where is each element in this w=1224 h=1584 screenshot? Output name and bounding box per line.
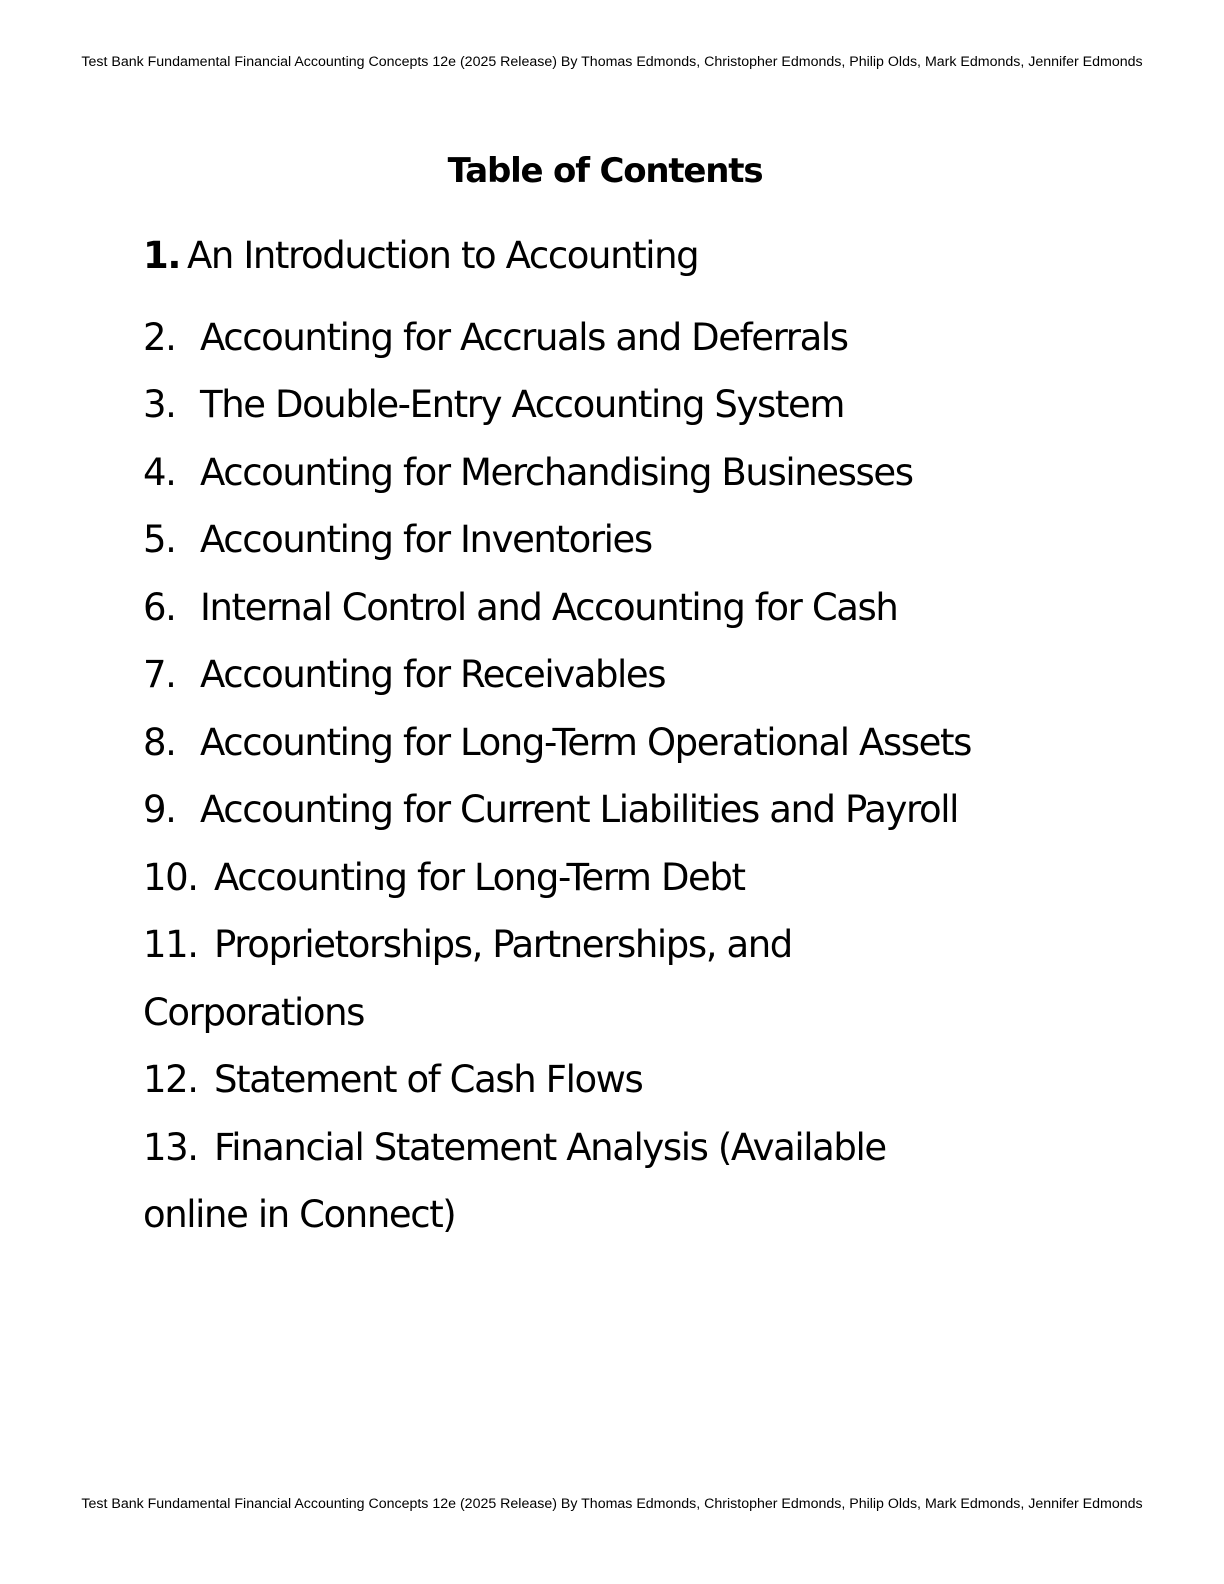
toc-entry-12: [143, 1046, 1103, 1114]
toc-entry-6: [143, 574, 1103, 642]
toc-entry-number: 3.: [143, 383, 176, 426]
toc-entry-title-continuation: Corporations: [143, 990, 365, 1034]
toc-entry-number: 2.: [143, 315, 176, 359]
page-title: Table of Contents: [447, 151, 763, 191]
toc-entry-title: The Double-Entry Accounting System: [200, 383, 844, 426]
toc-entry-13: [143, 1114, 1103, 1182]
toc-entry-title: Accounting for Accruals and Deferrals: [200, 315, 848, 359]
toc-entry-11: [143, 911, 1103, 979]
toc-entry-number: 5.: [143, 518, 176, 561]
toc-entry-title: Accounting for Receivables: [200, 653, 666, 696]
table-of-contents: [143, 222, 1103, 1249]
toc-entry-number: 11.: [143, 923, 198, 966]
toc-entry-number: 1.: [143, 234, 181, 277]
toc-entry-4: [143, 439, 1103, 507]
toc-entry-11-continuation: [143, 979, 1103, 1047]
toc-entry-8: [143, 709, 1103, 777]
toc-entry-number: 13.: [143, 1125, 198, 1169]
toc-entry-number: 6.: [143, 585, 176, 629]
toc-entry-title: An Introduction to Accounting: [187, 234, 699, 277]
toc-entry-title: Accounting for Current Liabilities and Payroll: [200, 788, 959, 831]
toc-entry-2: [143, 304, 1103, 372]
toc-entry-title-continuation: online in Connect): [143, 1193, 456, 1236]
toc-entry-title: Statement of Cash Flows: [214, 1058, 643, 1101]
toc-entry-3: [143, 371, 1103, 439]
toc-entry-title: Accounting for Merchandising Businesses: [200, 450, 913, 494]
toc-entry-title: Accounting for Long-Term Operational Assets: [200, 720, 971, 764]
toc-entry-number: 9.: [143, 788, 176, 831]
toc-entry-number: 4.: [143, 450, 176, 494]
running-footer: Test Bank Fundamental Financial Accounting Concepts 12e (2025 Release) By Thomas Edmonds, Christopher Edmonds, Philip Olds, Mark Edmonds, Jennifer Edmonds: [81, 1496, 1143, 1512]
toc-entry-title: Proprietorships, Partnerships, and: [214, 923, 792, 966]
running-header: Test Bank Fundamental Financial Accounting Concepts 12e (2025 Release) By Thomas Edmonds, Christopher Edmonds, Philip Olds, Mark Edmonds, Jennifer Edmonds: [81, 54, 1143, 70]
toc-entry-title: Accounting for Long-Term Debt: [214, 855, 745, 899]
toc-entry-10: [143, 844, 1103, 912]
toc-entry-title: Financial Statement Analysis (Available: [214, 1125, 886, 1169]
toc-entry-1: [143, 222, 1103, 290]
toc-entry-title: Internal Control and Accounting for Cash: [200, 585, 898, 629]
toc-entry-7: [143, 641, 1103, 709]
toc-entry-5: [143, 506, 1103, 574]
toc-entry-number: 10.: [143, 855, 198, 899]
toc-entry-13-continuation: [143, 1181, 1103, 1249]
toc-entry-number: 8.: [143, 720, 176, 764]
toc-entry-9: [143, 776, 1103, 844]
toc-entry-number: 7.: [143, 653, 176, 696]
toc-entry-title: Accounting for Inventories: [200, 518, 652, 561]
toc-entry-number: 12.: [143, 1058, 198, 1101]
